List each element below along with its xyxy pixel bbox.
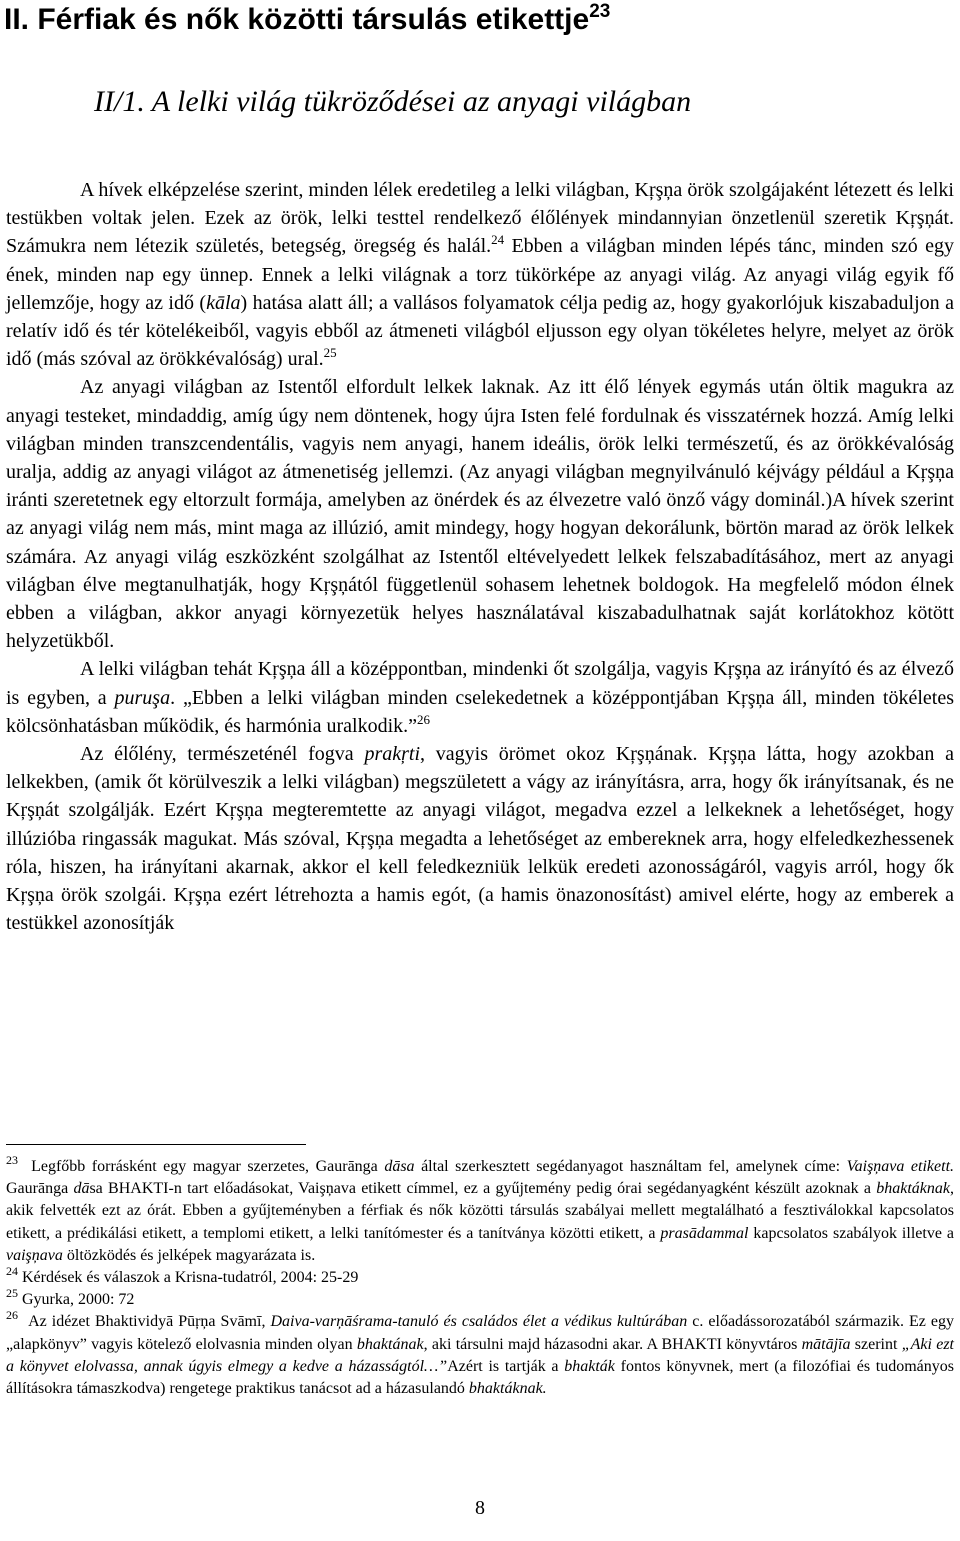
- footnote-ref-26[interactable]: 26: [417, 711, 431, 727]
- chapter-title: II. Férfiak és nők közötti társulás etikettje: [4, 3, 590, 36]
- footnote-26: $^{26}$ Az idézet Bhaktividyā Pūŗņa Svāmī, Daiva-varņāśrama-tanuló és családos élet a védikus kultúrában c. előadássorozatából származik. Ez egy „alapkönyv” vagyis kötelező elolvasnia minden olyan bhaktának, aki társulni majd házasodni akar. A BHAKTI könyvtáros mātājīa szerint „Aki ezt a könyvet elolvassa, annak úgyis elmegy a kedve a házasságtól…”Azért is tartják a bhakták fontos könyvnek, mert (a filozófiai és tudományos állításokra támaszkodva) rengetege praktikus tanácsot ad a házasulandó bhaktáknak.: [6, 1308, 955, 1398]
- chapter-heading: [4, 0, 610, 40]
- paragraph-3: A lelki világban tehát Kŗşņa áll a középpontban, mindenki őt szolgálja, vagyis Kŗşņa az irányító és az élvező is egyben, a puruşa. „Ebben a lelki világban minden cselekedetnek a középpontjában Kŗşņa áll, minden tökéletes kölcsönhatásban működik, és harmónia uralkodik.”$^{26}$: [6, 658, 954, 737]
- footnote-23: $^{23}$ Legfőbb forrásként egy magyar szerzetes, Gaurānga dāsa által szerkesztett segédanyagot használtam fel, amelynek címe: Vaişņava etikett. Gaurānga dāsa BHAKTI-n tart előadásokat, Vaişņava etikett címmel, ez a gyűjtemény pedig órai segédanyagként készült azoknak a bhaktáknak, akik felvették ezt az órát. Ebben a gyűjteményben a férfiak és nők közötti társulás szabályai mellett megtalálható a fesztiválokkal kapcsolatos etikett, a prédikálási etikett, a templomi etikett, a lelki tanítómester és a tanítványa közötti etikett, a prasādammal kapcsolatos szabályok illetve a vaişņava öltözködés és jelképek magyarázata is.: [6, 1153, 955, 1264]
- footnote-24: $^{24}$ Kérdések és válaszok a Krisna-tudatról, 2004: 25-29: [6, 1264, 359, 1287]
- footnote-25: $^{25}$ Gyurka, 2000: 72: [6, 1286, 135, 1309]
- paragraph-4: Az élőlény, természeténél fogva prakŗti, vagyis örömet okoz Kŗşņának. Kŗşņa látta, hogy azokban a lelkekben, (amik őt körülveszik a lelki világban) megszületett a vágy az irányításra, arra, hogy ők irányítsanak, és ne Kŗşņát szolgálják. Ezért Kŗşņa megteremtette az anyagi világot, megadva ezzel a lelkeknek a lehetőséget, hogy illúzióba ringassák magukat. Más szóval, Kŗşņa megadta a lehetőséget az embereknek arra, hogy elfeledkezhessenek róla, hiszen, ha irányítani akarnak, akkor el kell feledkezniük lelkük eredeti azonosságáról, vagyis arról, hogy ők Kŗşņa örök szolgái. Kŗşņa ezért létrehozta a hamis egót, (a hamis önazonosítást) amivel elérte, hogy az emberek a testükkel azonosítják: [6, 743, 954, 935]
- footnote-ref-24[interactable]: 24: [491, 232, 505, 248]
- section-heading: II/1. A lelki világ tükröződései az anyagi világban: [94, 85, 692, 118]
- page-number: 8: [475, 1497, 485, 1519]
- footnote-ref-23[interactable]: 23: [589, 1, 611, 22]
- footnote-ref-25[interactable]: 25: [323, 345, 337, 361]
- body-text: [6, 176, 954, 937]
- paragraph-2: Az anyagi világban az Istentől elfordult lelkek laknak. Az itt élő lények egymás után öltik magukra az anyagi testeket, mindaddig, amíg úgy nem döntenek, hogy újra Isten felé fordulnak és visszatérnek hozzá. Amíg lelki világban minden transzcendentális, vagyis nem anyagi, hanem ideális, örök lelki természetű, és az örökkévalóság uralja, addig az anyagi világot az átmenetiség jellemzi. (Az anyagi világban megnyilvánuló kéjvágy például a Kŗşņa iránti szeretetnek egy eltorzult formája, amelyben az önérdek és az élvezetre való önző vágy dominál.)A hívek szerint az anyagi világ nem más, mint maga az illúzió, amit mindegy, hogy hogyan dekorálunk, börtön marad az örök lelkek számára. Az anyagi világ eszközként szolgálhat az Istentől eltévelyedett lelkek felszabadításához, mert az anyagi világban élve megtanulhatják, hogy Kŗşņától függetlenül sohasem lehetnek boldogok. Ha megfelelő módon élnek ebben a világban, akkor anyagi környezetük helyes használatával kiszabadulhatnak saját korlátokhoz kötött helyzetükből.: [6, 376, 954, 653]
- footnotes: [6, 1153, 955, 1400]
- footnote-separator: [6, 1144, 306, 1145]
- paragraph-1: A hívek elképzelése szerint, minden lélek eredetileg a lelki világban, Kŗşņa örök szolgájaként létezett és lelki testükben voltak jelen. Ezek az örök, lelki testtel rendelkező élőlények mindannyian önzetlenül szeretik Kŗşņát. Számukra nem létezik születés, betegség, öregség és halál.$^{24}$ Ebben a világban minden lépés tánc, minden szó egy ének, minden nap egy ünnep. Ennek a lelki világnak a torz tükörképe az anyagi világ. Az anyagi világ egyik fő jellemzője, hogy az idő (kāla) hatása alatt áll; a vallásos folyamatok célja pedig az, hogy gyakorlójuk kiszabaduljon a relatív idő és tér kötelékeiből, vagyis ebből az átmeneti világból eljusson egy olyan tökéletes helyre, melyet az örök idő (más szóval az örökkévalóság) ural.$^{25}$: [6, 179, 954, 371]
